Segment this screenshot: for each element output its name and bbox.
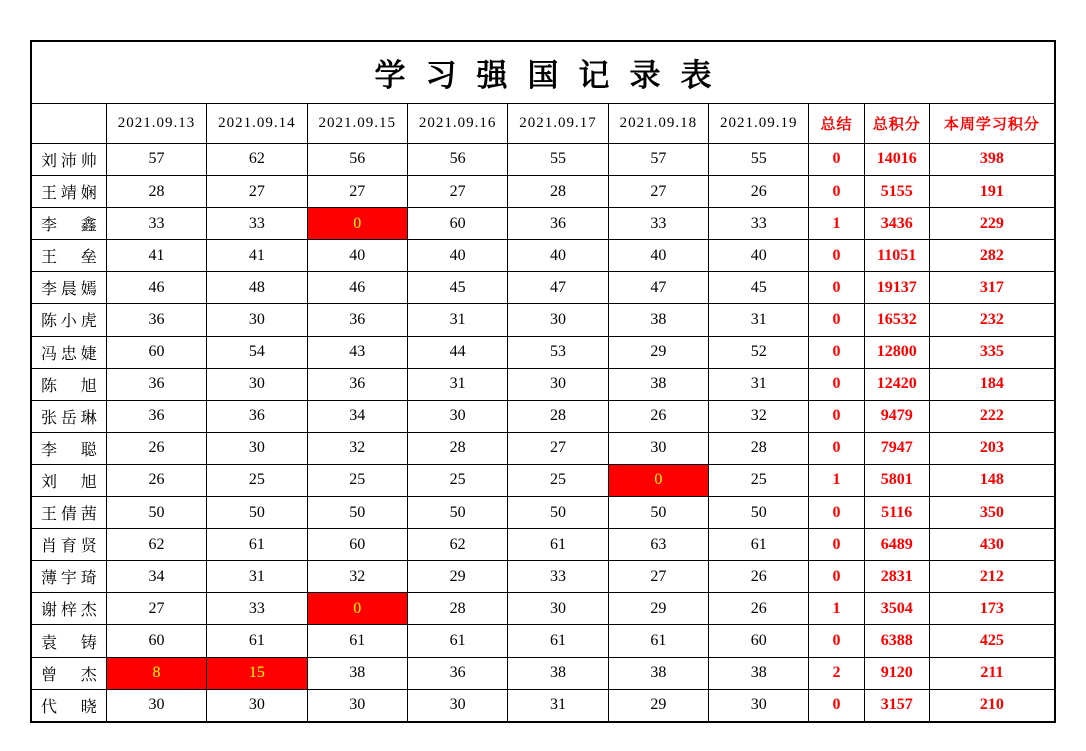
summary-cell: 0 bbox=[809, 336, 864, 368]
daily-score-cell: 38 bbox=[508, 657, 608, 689]
daily-score-cell: 38 bbox=[307, 657, 407, 689]
table-header-row bbox=[31, 103, 1055, 143]
daily-score-cell: 61 bbox=[508, 625, 608, 657]
daily-score-cell: 40 bbox=[407, 240, 507, 272]
table-row bbox=[31, 272, 1055, 304]
daily-score-cell: 30 bbox=[207, 304, 307, 336]
daily-score-cell-highlighted: 0 bbox=[307, 208, 407, 240]
daily-score-cell: 28 bbox=[106, 175, 206, 207]
daily-score-cell: 30 bbox=[407, 689, 507, 722]
daily-score-cell: 26 bbox=[106, 464, 206, 496]
week-score-cell: 232 bbox=[929, 304, 1055, 336]
daily-score-cell: 62 bbox=[407, 529, 507, 561]
table-row bbox=[31, 208, 1055, 240]
total-score-cell: 12800 bbox=[864, 336, 929, 368]
table-row bbox=[31, 400, 1055, 432]
summary-cell: 0 bbox=[809, 175, 864, 207]
week-score-cell: 173 bbox=[929, 593, 1055, 625]
week-score-cell: 425 bbox=[929, 625, 1055, 657]
daily-score-cell: 25 bbox=[307, 464, 407, 496]
daily-score-cell: 28 bbox=[709, 432, 809, 464]
date-column-header: 2021.09.15 bbox=[307, 103, 407, 143]
student-name-cell: 袁铸 bbox=[31, 625, 106, 657]
table-row bbox=[31, 368, 1055, 400]
table-row bbox=[31, 593, 1055, 625]
week-score-cell: 191 bbox=[929, 175, 1055, 207]
week-score-cell: 203 bbox=[929, 432, 1055, 464]
total-score-cell: 6388 bbox=[864, 625, 929, 657]
daily-score-cell: 28 bbox=[508, 175, 608, 207]
total-score-cell: 3504 bbox=[864, 593, 929, 625]
summary-cell: 0 bbox=[809, 368, 864, 400]
daily-score-cell: 33 bbox=[207, 208, 307, 240]
date-column-header: 2021.09.13 bbox=[106, 103, 206, 143]
week-score-cell: 317 bbox=[929, 272, 1055, 304]
daily-score-cell: 36 bbox=[307, 368, 407, 400]
daily-score-cell: 43 bbox=[307, 336, 407, 368]
summary-cell: 0 bbox=[809, 143, 864, 175]
daily-score-cell: 28 bbox=[508, 400, 608, 432]
week-score-cell: 222 bbox=[929, 400, 1055, 432]
daily-score-cell: 25 bbox=[508, 464, 608, 496]
daily-score-cell: 31 bbox=[709, 368, 809, 400]
student-name-cell: 谢梓杰 bbox=[31, 593, 106, 625]
daily-score-cell: 33 bbox=[508, 561, 608, 593]
date-column-header: 2021.09.18 bbox=[608, 103, 708, 143]
daily-score-cell: 62 bbox=[207, 143, 307, 175]
week-score-cell: 211 bbox=[929, 657, 1055, 689]
daily-score-cell: 30 bbox=[508, 304, 608, 336]
total-score-cell: 9479 bbox=[864, 400, 929, 432]
total-score-cell: 7947 bbox=[864, 432, 929, 464]
summary-cell: 1 bbox=[809, 208, 864, 240]
summary-cell: 0 bbox=[809, 304, 864, 336]
table-row bbox=[31, 240, 1055, 272]
summary-cell: 0 bbox=[809, 272, 864, 304]
daily-score-cell: 30 bbox=[407, 400, 507, 432]
daily-score-cell: 33 bbox=[207, 593, 307, 625]
daily-score-cell: 26 bbox=[608, 400, 708, 432]
daily-score-cell: 63 bbox=[608, 529, 708, 561]
daily-score-cell: 60 bbox=[407, 208, 507, 240]
daily-score-cell-highlighted: 15 bbox=[207, 657, 307, 689]
daily-score-cell: 32 bbox=[307, 561, 407, 593]
daily-score-cell: 32 bbox=[307, 432, 407, 464]
daily-score-cell: 54 bbox=[207, 336, 307, 368]
daily-score-cell: 38 bbox=[608, 368, 708, 400]
daily-score-cell: 36 bbox=[307, 304, 407, 336]
summary-cell: 1 bbox=[809, 593, 864, 625]
daily-score-cell: 38 bbox=[608, 304, 708, 336]
summary-cell: 0 bbox=[809, 561, 864, 593]
table-row bbox=[31, 304, 1055, 336]
daily-score-cell: 33 bbox=[608, 208, 708, 240]
table-row bbox=[31, 464, 1055, 496]
daily-score-cell: 57 bbox=[106, 143, 206, 175]
student-name-cell: 肖育贤 bbox=[31, 529, 106, 561]
table-row bbox=[31, 336, 1055, 368]
table-row bbox=[31, 432, 1055, 464]
student-name-cell: 李鑫 bbox=[31, 208, 106, 240]
daily-score-cell: 36 bbox=[207, 400, 307, 432]
daily-score-cell: 40 bbox=[709, 240, 809, 272]
table-title-row bbox=[31, 41, 1055, 103]
student-name-cell: 陈旭 bbox=[31, 368, 106, 400]
daily-score-cell: 36 bbox=[106, 400, 206, 432]
student-name-cell: 李聪 bbox=[31, 432, 106, 464]
daily-score-cell: 61 bbox=[608, 625, 708, 657]
table-row bbox=[31, 689, 1055, 722]
student-name-cell: 陈小虎 bbox=[31, 304, 106, 336]
daily-score-cell: 30 bbox=[307, 689, 407, 722]
week-score-cell: 210 bbox=[929, 689, 1055, 722]
total-score-cell: 5116 bbox=[864, 497, 929, 529]
daily-score-cell: 29 bbox=[608, 593, 708, 625]
daily-score-cell: 30 bbox=[508, 593, 608, 625]
daily-score-cell: 50 bbox=[106, 497, 206, 529]
daily-score-cell: 38 bbox=[608, 657, 708, 689]
daily-score-cell: 27 bbox=[106, 593, 206, 625]
summary-cell: 2 bbox=[809, 657, 864, 689]
week-score-cell: 430 bbox=[929, 529, 1055, 561]
daily-score-cell: 29 bbox=[407, 561, 507, 593]
daily-score-cell: 30 bbox=[508, 368, 608, 400]
summary-column-header: 总结 bbox=[809, 103, 864, 143]
daily-score-cell: 25 bbox=[709, 464, 809, 496]
daily-score-cell: 27 bbox=[508, 432, 608, 464]
table-row bbox=[31, 497, 1055, 529]
daily-score-cell: 25 bbox=[407, 464, 507, 496]
table-body bbox=[31, 143, 1055, 722]
summary-cell: 0 bbox=[809, 625, 864, 657]
daily-score-cell: 30 bbox=[106, 689, 206, 722]
corner-header-cell bbox=[31, 103, 106, 143]
total-score-cell: 3157 bbox=[864, 689, 929, 722]
date-column-header: 2021.09.14 bbox=[207, 103, 307, 143]
student-name-cell: 刘旭 bbox=[31, 464, 106, 496]
daily-score-cell: 46 bbox=[307, 272, 407, 304]
daily-score-cell: 32 bbox=[709, 400, 809, 432]
daily-score-cell: 30 bbox=[207, 368, 307, 400]
daily-score-cell: 61 bbox=[207, 625, 307, 657]
daily-score-cell: 28 bbox=[407, 432, 507, 464]
daily-score-cell: 61 bbox=[307, 625, 407, 657]
table-row bbox=[31, 143, 1055, 175]
total-score-cell: 5155 bbox=[864, 175, 929, 207]
total-score-cell: 9120 bbox=[864, 657, 929, 689]
daily-score-cell: 36 bbox=[508, 208, 608, 240]
date-column-header: 2021.09.17 bbox=[508, 103, 608, 143]
daily-score-cell: 27 bbox=[608, 561, 708, 593]
total-score-cell: 2831 bbox=[864, 561, 929, 593]
daily-score-cell: 31 bbox=[407, 368, 507, 400]
daily-score-cell: 34 bbox=[106, 561, 206, 593]
daily-score-cell: 41 bbox=[106, 240, 206, 272]
table-row bbox=[31, 175, 1055, 207]
table-row bbox=[31, 657, 1055, 689]
daily-score-cell: 55 bbox=[709, 143, 809, 175]
daily-score-cell: 50 bbox=[307, 497, 407, 529]
daily-score-cell: 25 bbox=[207, 464, 307, 496]
daily-score-cell: 45 bbox=[407, 272, 507, 304]
daily-score-cell: 48 bbox=[207, 272, 307, 304]
daily-score-cell: 30 bbox=[608, 432, 708, 464]
daily-score-cell: 26 bbox=[709, 175, 809, 207]
daily-score-cell: 53 bbox=[508, 336, 608, 368]
study-record-table bbox=[30, 40, 1056, 723]
daily-score-cell-highlighted: 0 bbox=[608, 464, 708, 496]
student-name-cell: 王靖娴 bbox=[31, 175, 106, 207]
daily-score-cell: 56 bbox=[407, 143, 507, 175]
daily-score-cell: 36 bbox=[106, 368, 206, 400]
week-score-cell: 148 bbox=[929, 464, 1055, 496]
student-name-cell: 薄宇琦 bbox=[31, 561, 106, 593]
total-score-column-header: 总积分 bbox=[864, 103, 929, 143]
week-score-cell: 282 bbox=[929, 240, 1055, 272]
daily-score-cell: 27 bbox=[207, 175, 307, 207]
daily-score-cell: 27 bbox=[608, 175, 708, 207]
summary-cell: 1 bbox=[809, 464, 864, 496]
student-name-cell: 刘沛帅 bbox=[31, 143, 106, 175]
daily-score-cell: 41 bbox=[207, 240, 307, 272]
summary-cell: 0 bbox=[809, 529, 864, 561]
daily-score-cell: 31 bbox=[207, 561, 307, 593]
daily-score-cell: 40 bbox=[608, 240, 708, 272]
daily-score-cell: 40 bbox=[508, 240, 608, 272]
daily-score-cell-highlighted: 0 bbox=[307, 593, 407, 625]
daily-score-cell: 62 bbox=[106, 529, 206, 561]
daily-score-cell: 29 bbox=[608, 689, 708, 722]
daily-score-cell: 38 bbox=[709, 657, 809, 689]
daily-score-cell: 46 bbox=[106, 272, 206, 304]
daily-score-cell: 31 bbox=[508, 689, 608, 722]
daily-score-cell: 27 bbox=[407, 175, 507, 207]
daily-score-cell: 56 bbox=[307, 143, 407, 175]
summary-cell: 0 bbox=[809, 497, 864, 529]
daily-score-cell: 50 bbox=[608, 497, 708, 529]
daily-score-cell: 50 bbox=[709, 497, 809, 529]
daily-score-cell: 50 bbox=[207, 497, 307, 529]
daily-score-cell: 36 bbox=[106, 304, 206, 336]
daily-score-cell: 33 bbox=[106, 208, 206, 240]
total-score-cell: 6489 bbox=[864, 529, 929, 561]
daily-score-cell: 61 bbox=[508, 529, 608, 561]
daily-score-cell: 45 bbox=[709, 272, 809, 304]
daily-score-cell: 61 bbox=[207, 529, 307, 561]
total-score-cell: 12420 bbox=[864, 368, 929, 400]
daily-score-cell: 30 bbox=[709, 689, 809, 722]
daily-score-cell: 27 bbox=[307, 175, 407, 207]
daily-score-cell: 50 bbox=[508, 497, 608, 529]
table-row bbox=[31, 561, 1055, 593]
student-name-cell: 冯忠婕 bbox=[31, 336, 106, 368]
summary-cell: 0 bbox=[809, 432, 864, 464]
table-row bbox=[31, 529, 1055, 561]
daily-score-cell: 61 bbox=[709, 529, 809, 561]
daily-score-cell: 50 bbox=[407, 497, 507, 529]
daily-score-cell: 26 bbox=[709, 593, 809, 625]
total-score-cell: 14016 bbox=[864, 143, 929, 175]
total-score-cell: 16532 bbox=[864, 304, 929, 336]
daily-score-cell: 40 bbox=[307, 240, 407, 272]
daily-score-cell: 33 bbox=[709, 208, 809, 240]
student-name-cell: 王倩茜 bbox=[31, 497, 106, 529]
week-score-cell: 212 bbox=[929, 561, 1055, 593]
daily-score-cell: 26 bbox=[106, 432, 206, 464]
date-column-header: 2021.09.19 bbox=[709, 103, 809, 143]
week-score-cell: 184 bbox=[929, 368, 1055, 400]
daily-score-cell: 47 bbox=[608, 272, 708, 304]
total-score-cell: 19137 bbox=[864, 272, 929, 304]
daily-score-cell: 60 bbox=[709, 625, 809, 657]
total-score-cell: 5801 bbox=[864, 464, 929, 496]
page-title: 学习强国记录表 bbox=[31, 41, 1055, 103]
daily-score-cell: 34 bbox=[307, 400, 407, 432]
student-name-cell: 代晓 bbox=[31, 689, 106, 722]
daily-score-cell: 31 bbox=[407, 304, 507, 336]
summary-cell: 0 bbox=[809, 400, 864, 432]
daily-score-cell: 44 bbox=[407, 336, 507, 368]
week-score-cell: 335 bbox=[929, 336, 1055, 368]
total-score-cell: 3436 bbox=[864, 208, 929, 240]
daily-score-cell: 61 bbox=[407, 625, 507, 657]
week-score-cell: 229 bbox=[929, 208, 1055, 240]
total-score-cell: 11051 bbox=[864, 240, 929, 272]
week-score-cell: 350 bbox=[929, 497, 1055, 529]
daily-score-cell: 36 bbox=[407, 657, 507, 689]
student-name-cell: 王垒 bbox=[31, 240, 106, 272]
student-name-cell: 李晨嫣 bbox=[31, 272, 106, 304]
daily-score-cell: 55 bbox=[508, 143, 608, 175]
daily-score-cell: 57 bbox=[608, 143, 708, 175]
student-name-cell: 曾杰 bbox=[31, 657, 106, 689]
daily-score-cell: 30 bbox=[207, 689, 307, 722]
daily-score-cell-highlighted: 8 bbox=[106, 657, 206, 689]
summary-cell: 0 bbox=[809, 689, 864, 722]
table-row bbox=[31, 625, 1055, 657]
daily-score-cell: 60 bbox=[106, 625, 206, 657]
daily-score-cell: 30 bbox=[207, 432, 307, 464]
daily-score-cell: 26 bbox=[709, 561, 809, 593]
daily-score-cell: 52 bbox=[709, 336, 809, 368]
daily-score-cell: 47 bbox=[508, 272, 608, 304]
week-score-cell: 398 bbox=[929, 143, 1055, 175]
daily-score-cell: 29 bbox=[608, 336, 708, 368]
daily-score-cell: 60 bbox=[106, 336, 206, 368]
daily-score-cell: 31 bbox=[709, 304, 809, 336]
student-name-cell: 张岳琳 bbox=[31, 400, 106, 432]
daily-score-cell: 28 bbox=[407, 593, 507, 625]
week-score-column-header: 本周学习积分 bbox=[929, 103, 1055, 143]
date-column-header: 2021.09.16 bbox=[407, 103, 507, 143]
daily-score-cell: 60 bbox=[307, 529, 407, 561]
summary-cell: 0 bbox=[809, 240, 864, 272]
